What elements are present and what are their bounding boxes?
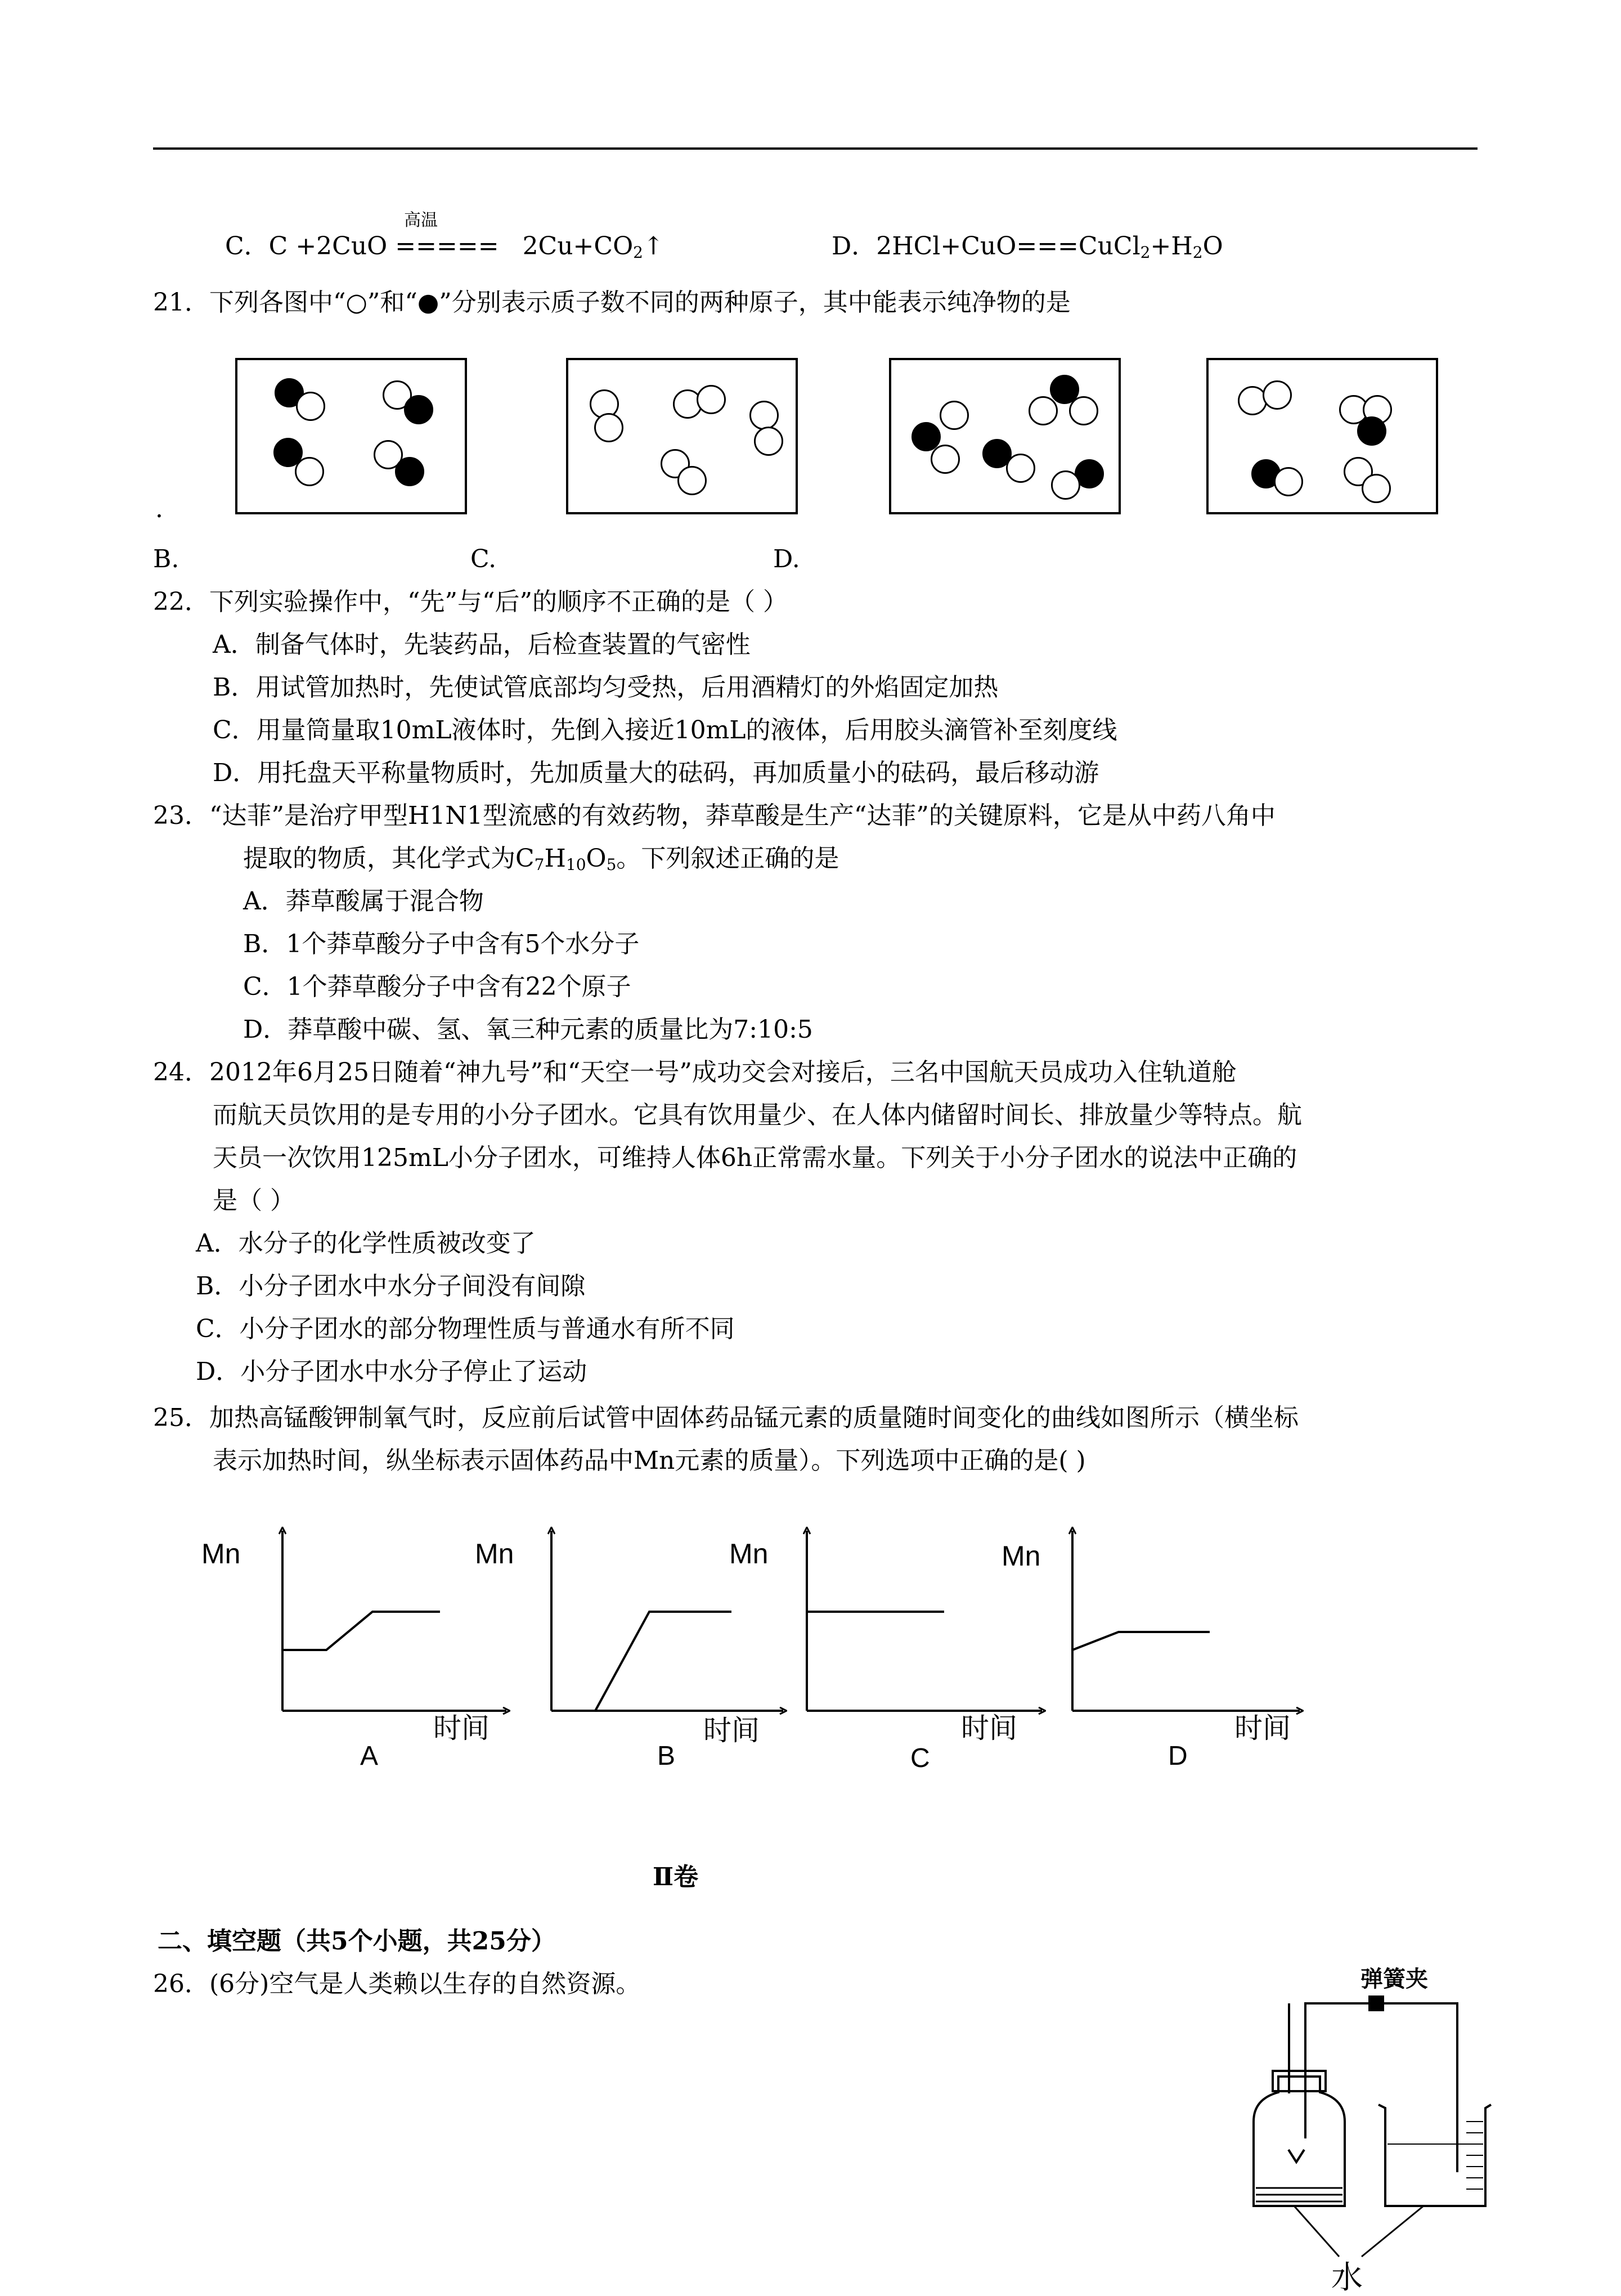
graph-d <box>1002 1531 1300 1771</box>
graph-c <box>729 1531 1042 1773</box>
white-atom <box>1362 474 1391 503</box>
white-atom <box>295 457 324 486</box>
white-atom <box>749 401 779 430</box>
q24-option-a: A．水分子的化学性质被改变了 <box>196 1229 536 1258</box>
graph-label: D <box>1168 1741 1188 1771</box>
reaction-condition: 高温 <box>404 210 438 230</box>
white-atom <box>677 466 707 495</box>
q21-label-d: D. <box>773 545 800 573</box>
white-atom <box>697 385 726 414</box>
curve <box>595 1612 731 1711</box>
graph-label: A <box>360 1741 379 1771</box>
y-label: Mn <box>1002 1540 1041 1572</box>
q22-stem: 22．下列实验操作中，“先”与“后”的顺序不正确的是（ ） <box>153 588 788 616</box>
q22-option-d: D．用托盘天平称量物质时，先加质量大的砝码，再加质量小的砝码，最后移动游 <box>213 759 1099 787</box>
volume-heading: Ⅱ卷 <box>653 1863 699 1891</box>
q24-stem-line2: 而航天员饮用的是专用的小分子团水。它具有饮用量少、在人体内储留时间长、排放量少等特点。航 <box>213 1101 1302 1129</box>
white-atom <box>931 445 960 474</box>
q20-option-d: D．$2HCl+CuO===CuCl_2+H_2O$ <box>832 232 1223 262</box>
q24-option-c: C．小分子团水的部分物理性质与普通水有所不同 <box>196 1315 735 1343</box>
section-heading: 二、填空题（共5个小题，共25分） <box>158 1927 556 1956</box>
black-atom <box>395 457 424 486</box>
white-atom <box>1029 396 1058 425</box>
molecule-box-d <box>1206 358 1438 514</box>
stray-dot: · <box>155 502 163 531</box>
x-label: 时间 <box>703 1715 760 1746</box>
q23-option-a: A．莽草酸属于混合物 <box>243 887 484 916</box>
header-rule <box>153 147 1478 150</box>
black-atom <box>1357 416 1386 446</box>
white-atom <box>1069 396 1098 425</box>
q23-stem-line1: 23．“达菲”是治疗甲型H1N1型流感的有效药物，莽草酸是生产“达菲”的关键原料，它是从中药八角中 <box>153 801 1276 830</box>
white-atom <box>1263 380 1292 410</box>
q23-option-c: C．1个莽草酸分子中含有22个原子 <box>243 972 631 1001</box>
white-atom <box>1274 467 1303 496</box>
white-atom <box>940 401 969 430</box>
q24-stem-line1: 24．2012年6月25日随着“神九号”和“天空一号”成功交会对接后，三名中国航天员成功入住轨道舱 <box>153 1058 1237 1087</box>
q21-stem: 21．下列各图中“○”和“●”分别表示质子数不同的两种原子，其中能表示纯净物的是 <box>153 288 1071 317</box>
q24-stem-line3: 天员一次饮用125mL小分子团水，可维持人体6h正常需水量。下列关于小分子团水的说法中正确的 <box>213 1143 1297 1172</box>
y-label: Mn <box>201 1538 241 1569</box>
q23-option-b: B．1个莽草酸分子中含有5个水分子 <box>243 930 640 958</box>
molecule-box-b <box>566 358 798 514</box>
black-atom <box>404 395 433 424</box>
molecule-box-a <box>235 358 467 514</box>
curve <box>1072 1632 1210 1650</box>
q24-stem-line4: 是（ ） <box>213 1186 295 1215</box>
curve <box>282 1612 440 1650</box>
x-label: 时间 <box>1234 1712 1291 1744</box>
clamp-label: 弹簧夹 <box>1360 1967 1428 1992</box>
graph-label: C <box>910 1743 930 1773</box>
q20-option-c: C．C +2CuO ===== $2Cu+CO_2↑$ <box>225 232 664 262</box>
q24-option-d: D．小分子团水中水分子停止了运动 <box>196 1357 587 1386</box>
q23-stem-line2: 提取的物质，其化学式为$C_7H_{10}O_5$。下列叙述正确的是 <box>243 844 839 874</box>
q26-stem: 26．(6分)空气是人类赖以生存的自然资源。 <box>153 1970 641 1998</box>
x-label: 时间 <box>961 1712 1017 1744</box>
q22-option-b: B．用试管加热时，先使试管底部均匀受热，后用酒精灯的外焰固定加热 <box>213 673 999 702</box>
q21-label-c: C. <box>470 545 497 573</box>
graph-label: B <box>657 1741 676 1771</box>
white-atom <box>296 392 325 421</box>
q24-option-b: B．小分子团水中水分子间没有间隙 <box>196 1272 586 1301</box>
q23-option-d: D．莽草酸中碳、氢、氧三种元素的质量比为7:10:5 <box>243 1015 813 1044</box>
x-label: 时间 <box>433 1712 490 1744</box>
white-atom <box>1051 470 1080 500</box>
q25-stem-line1: 25．加热高锰酸钾制氧气时，反应前后试管中固体药品锰元素的质量随时间变化的曲线如图所示（横坐标 <box>153 1403 1299 1432</box>
y-label: Mn <box>729 1538 769 1569</box>
white-atom <box>1006 454 1035 483</box>
q22-option-a: A．制备气体时，先装药品，后检查装置的气密性 <box>213 630 751 659</box>
graph-b <box>475 1531 783 1771</box>
water-label: 水 <box>1331 2259 1363 2295</box>
white-atom <box>594 413 623 442</box>
q21-label-b: B. <box>153 545 179 573</box>
y-label: Mn <box>475 1538 514 1569</box>
q25-stem-line2: 表示加热时间，纵坐标表示固体药品中Mn元素的质量）。下列选项中正确的是( ) <box>213 1446 1086 1475</box>
graph-a <box>201 1531 506 1771</box>
molecule-box-c <box>889 358 1121 514</box>
q22-option-c: C．用量筒量取10mL液体时，先倒入接近10mL的液体，后用胶头滴管补至刻度线 <box>213 716 1117 745</box>
white-atom <box>754 427 783 456</box>
